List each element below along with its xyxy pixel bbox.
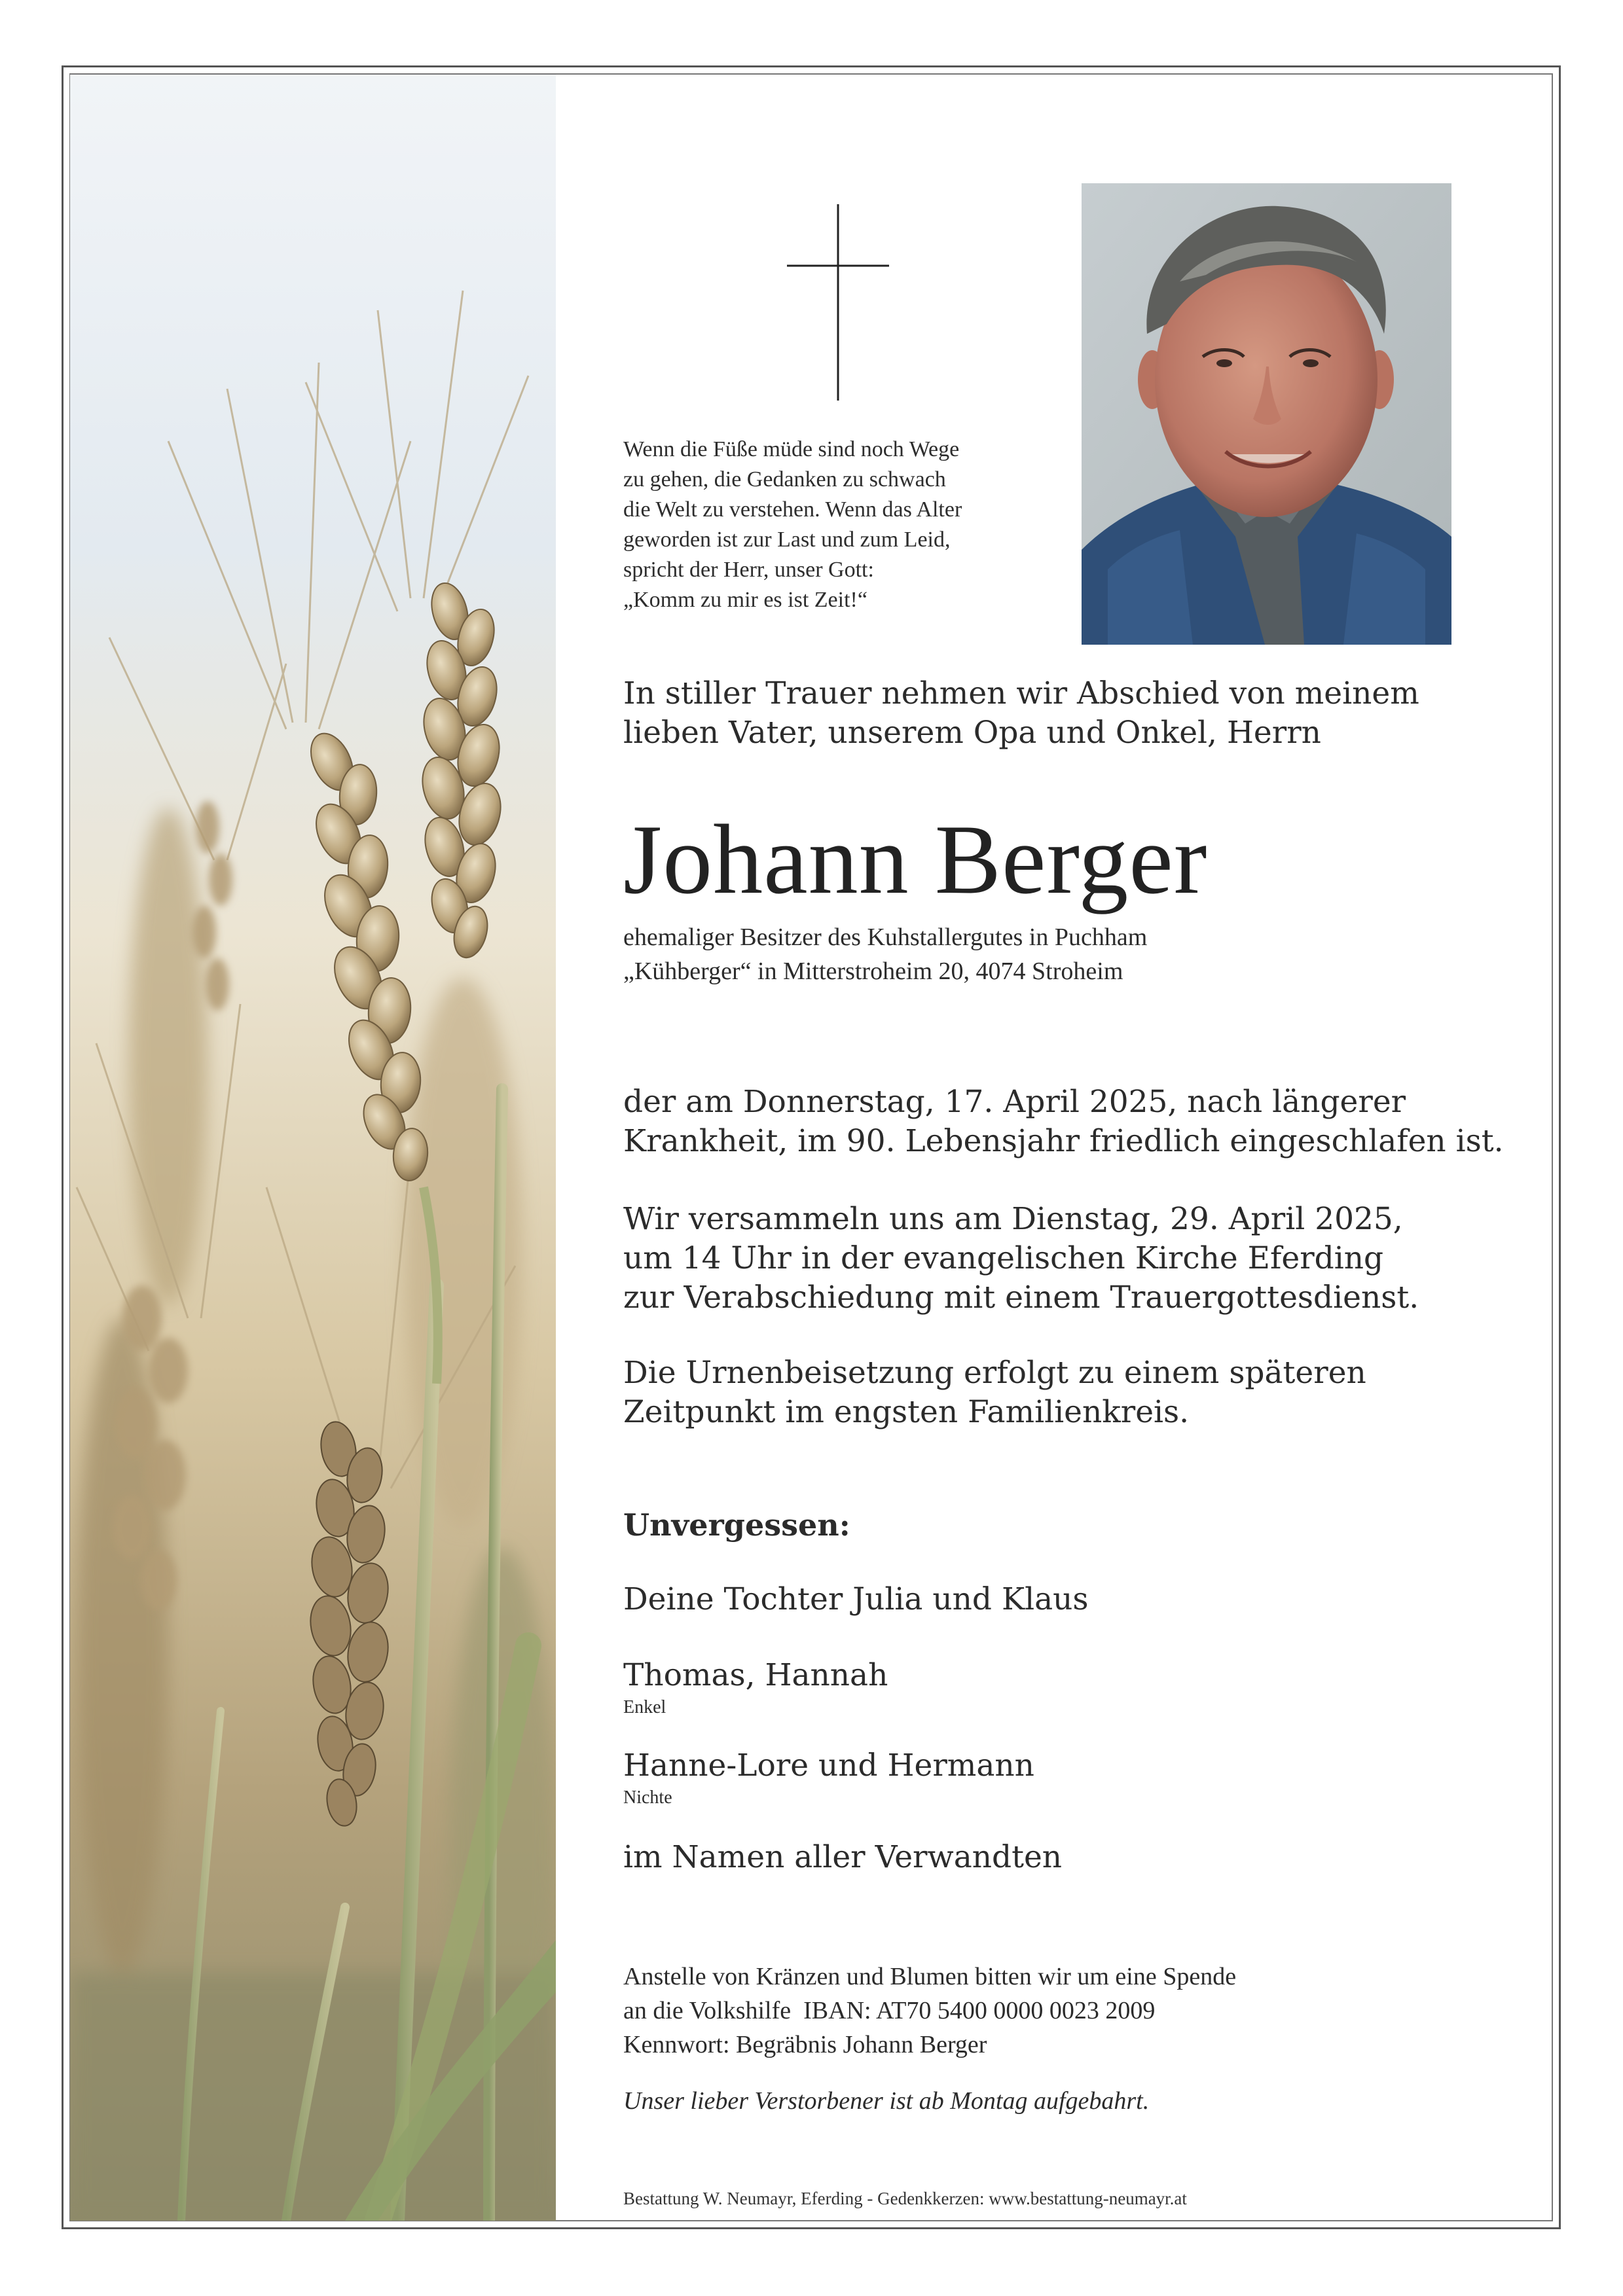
donation-line: Kennwort: Begräbnis Johann Berger	[623, 2031, 987, 2058]
viewing-note: Unser lieber Verstorbener ist ab Montag aufgebahrt.	[623, 2087, 1150, 2115]
mourner-names: Thomas, Hannah	[623, 1657, 888, 1693]
wheat-photo	[70, 75, 556, 2221]
poem	[623, 435, 1082, 615]
mourners-heading: Unvergessen:	[623, 1507, 850, 1543]
footer-text: Bestattung W. Neumayr, Eferding - Gedenkkerzen: www.bestattung-neumayr.at	[623, 2189, 1187, 2208]
cross-icon	[787, 204, 889, 401]
death-notice	[623, 1083, 1504, 1161]
poem-line: zu gehen, die Gedanken zu schwach	[623, 467, 946, 492]
mourner-names: Deine Tochter Julia und Klaus	[623, 1581, 1089, 1617]
donation-line: an die Volkshilfe IBAN: AT70 5400 0000 0023 2009	[623, 1997, 1156, 2024]
portrait-photo	[1082, 183, 1451, 645]
death-notice-line: der am Donnerstag, 17. April 2025, nach längerer	[623, 1084, 1406, 1120]
deceased-name: Johann Berger	[623, 804, 1208, 914]
death-notice-line: Krankheit, im 90. Lebensjahr friedlich eingeschlafen ist.	[623, 1123, 1504, 1159]
intro-text	[623, 674, 1419, 753]
service-line: um 14 Uhr in der evangelischen Kirche Eferding	[623, 1240, 1384, 1276]
description-line: ehemaliger Besitzer des Kuhstallergutes in Puchham	[623, 924, 1148, 951]
burial-line: Die Urnenbeisetzung erfolgt zu einem späteren	[623, 1355, 1366, 1391]
burial-info	[623, 1354, 1366, 1432]
service-info	[623, 1200, 1419, 1318]
service-line: Wir versammeln uns am Dienstag, 29. April 2025,	[623, 1201, 1403, 1237]
mourner-relation: Nichte	[623, 1787, 672, 1808]
poem-line: spricht der Herr, unser Gott:	[623, 558, 874, 582]
poem-line: die Welt zu verstehen. Wenn das Alter	[623, 497, 962, 522]
poem-line: „Komm zu mir es ist Zeit!“	[623, 588, 867, 612]
description-line: „Kühberger“ in Mitterstroheim 20, 4074 Stroheim	[623, 958, 1123, 985]
service-line: zur Verabschiedung mit einem Trauergottesdienst.	[623, 1280, 1419, 1316]
mourner-names: Hanne-Lore und Hermann	[623, 1748, 1034, 1784]
poem-line: Wenn die Füße müde sind noch Wege	[623, 437, 960, 461]
donation-request	[623, 1960, 1236, 2062]
mourner-relation: Enkel	[623, 1697, 666, 1717]
deceased-description	[623, 920, 1147, 988]
burial-line: Zeitpunkt im engsten Familienkreis.	[623, 1394, 1190, 1430]
donation-line: Anstelle von Kränzen und Blumen bitten wir um eine Spende	[623, 1963, 1237, 1990]
intro-line: lieben Vater, unserem Opa und Onkel, Herrn	[623, 715, 1321, 751]
mourner-names: im Namen aller Verwandten	[623, 1839, 1063, 1875]
intro-line: In stiller Trauer nehmen wir Abschied von meinem	[623, 675, 1419, 711]
poem-line: geworden ist zur Last und zum Leid,	[623, 528, 951, 552]
